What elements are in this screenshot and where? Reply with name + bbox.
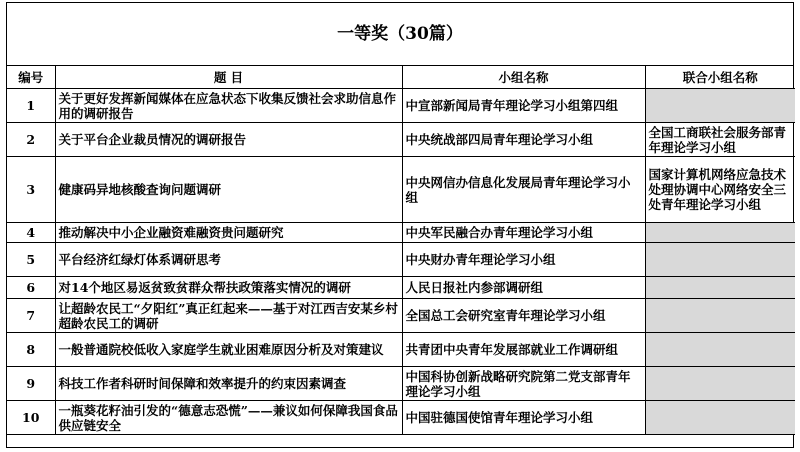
row-number: 2 [7,123,55,157]
table-row [7,299,795,333]
row-joint-group-name [645,367,795,401]
row-topic: 科技工作者科研时间保障和效率提升的约束因素调查 [55,367,402,401]
row-joint-group-name [645,89,795,123]
table-row [7,223,795,243]
row-number: 5 [7,243,55,277]
row-group-name: 中宣部新闻局青年理论学习小组第四组 [402,89,645,123]
row-number: 9 [7,367,55,401]
row-joint-group-name [645,243,795,277]
row-topic: 健康码异地核酸查询问题调研 [55,157,402,223]
row-group-name: 中国科协创新战略研究院第二党支部青年理论学习小组 [402,367,645,401]
table-row [7,123,795,157]
row-joint-group-name [645,223,795,243]
award-table-sheet [6,2,794,448]
award-table [7,66,795,435]
row-group-name: 中国驻德国使馆青年理论学习小组 [402,401,645,435]
row-group-name: 中央财办青年理论学习小组 [402,243,645,277]
row-topic: 一般普通院校低收入家庭学生就业困难原因分析及对策建议 [55,333,402,367]
row-joint-group-name [645,299,795,333]
table-row [7,89,795,123]
table-header-row [7,66,795,89]
row-joint-group-name [645,333,795,367]
row-topic: 推动解决中小企业融资难融资贵问题研究 [55,223,402,243]
row-group-name: 中央网信办信息化发展局青年理论学习小组 [402,157,645,223]
row-joint-group-name: 全国工商联社会服务部青年理论学习小组 [645,123,795,157]
row-number: 3 [7,157,55,223]
row-number: 8 [7,333,55,367]
row-topic: 关于更好发挥新闻媒体在应急状态下收集反馈社会求助信息作用的调研报告 [55,89,402,123]
table-row [7,367,795,401]
row-number: 7 [7,299,55,333]
row-topic: 对14个地区易返贫致贫群众帮扶政策落实情况的调研 [55,277,402,299]
header-topic: 题 目 [55,66,402,89]
table-row [7,243,795,277]
row-group-name: 全国总工会研究室青年理论学习小组 [402,299,645,333]
table-row [7,157,795,223]
row-topic: 让超龄农民工“夕阳红”真正红起来——基于对江西吉安某乡村超龄农民工的调研 [55,299,402,333]
row-joint-group-name: 国家计算机网络应急技术处理协调中心网络安全三处青年理论学习小组 [645,157,795,223]
table-row [7,401,795,435]
header-group-name: 小组名称 [402,66,645,89]
row-group-name: 中央军民融合办青年理论学习小组 [402,223,645,243]
row-number: 4 [7,223,55,243]
row-number: 6 [7,277,55,299]
row-joint-group-name [645,277,795,299]
row-group-name: 共青团中央青年发展部就业工作调研组 [402,333,645,367]
row-topic: 关于平台企业裁员情况的调研报告 [55,123,402,157]
award-category-title: 一等奖（30篇） [7,3,793,66]
row-group-name: 人民日报社内参部调研组 [402,277,645,299]
row-topic: 一瓶葵花籽油引发的“德意志恐慌”——兼议如何保障我国食品供应链安全 [55,401,402,435]
row-number: 10 [7,401,55,435]
row-group-name: 中央统战部四局青年理论学习小组 [402,123,645,157]
header-joint-group-name: 联合小组名称 [645,66,795,89]
row-topic: 平台经济红绿灯体系调研思考 [55,243,402,277]
row-joint-group-name [645,401,795,435]
row-number: 1 [7,89,55,123]
table-row [7,277,795,299]
table-row [7,333,795,367]
header-number: 编号 [7,66,55,89]
